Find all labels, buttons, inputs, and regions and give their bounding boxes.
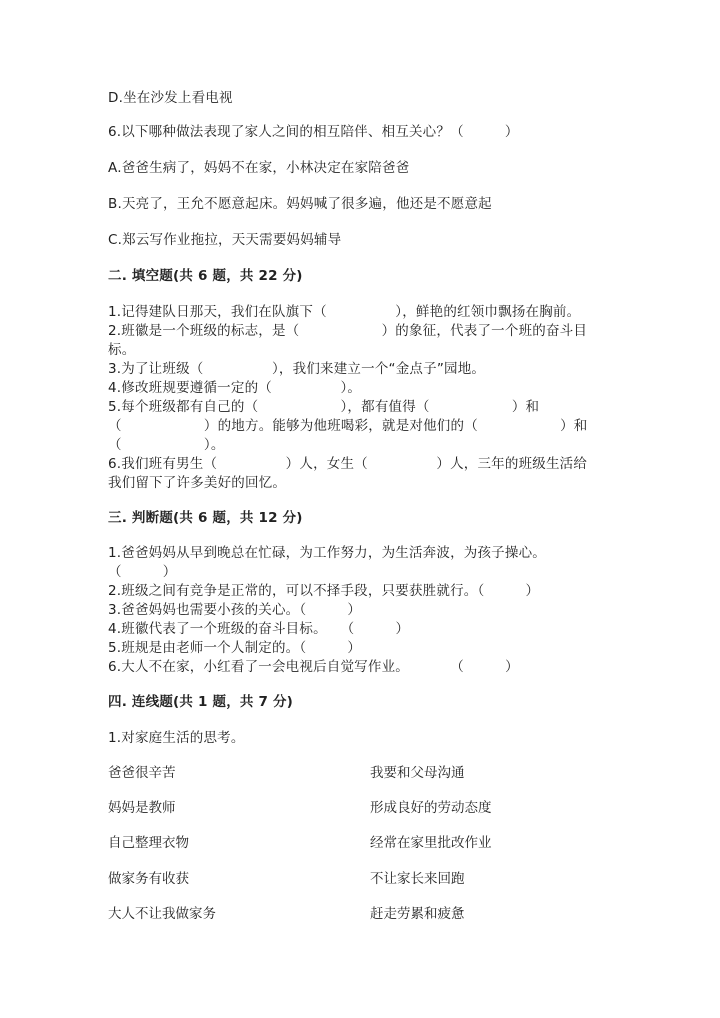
fill-line: 标。: [108, 342, 136, 358]
match-left-item: 大人不让我做家务: [108, 906, 216, 922]
judge-line: （ ）: [108, 564, 177, 580]
match-right-item: 形成良好的劳动态度: [370, 800, 492, 816]
section2-title: 二. 填空题(共 6 题，共 22 分): [108, 268, 303, 284]
q6-question: 6.以下哪种做法表现了家人之间的相互陪伴、相互关心？（ ）: [108, 124, 519, 140]
match-right-item: 赶走劳累和疲惫: [370, 906, 465, 922]
match-question: 1.对家庭生活的思考。: [108, 730, 245, 746]
q6-option-b: B.天亮了，王允不愿意起床。妈妈喊了很多遍，他还是不愿意起: [108, 196, 492, 212]
match-left-item: 自己整理衣物: [108, 835, 189, 851]
fill-line: （ ）的地方。能够为他班喝彩，就是对他们的（ ）和: [108, 418, 588, 434]
fill-line: 3.为了让班级（ ），我们来建立一个“金点子”园地。: [108, 361, 486, 377]
judge-line: 5.班规是由老师一个人制定的。（ ）: [108, 640, 362, 656]
judge-line: 1.爸爸妈妈从早到晚总在忙碌，为工作努力，为生活奔波，为孩子操心。: [108, 545, 546, 561]
match-left-item: 做家务有收获: [108, 871, 189, 887]
section3-title: 三. 判断题(共 6 题，共 12 分): [108, 510, 303, 526]
fill-line: （ ）。: [108, 437, 225, 453]
match-left-item: 爸爸很辛苦: [108, 765, 176, 781]
fill-line: 4.修改班规要遵循一定的（ ）。: [108, 380, 362, 396]
fill-line: 2.班徽是一个班级的标志，是（ ）的象征，代表了一个班的奋斗目: [108, 323, 588, 339]
judge-line: 2.班级之间有竞争是正常的，可以不择手段，只要获胜就行。（ ）: [108, 583, 540, 599]
match-right-item: 经常在家里批改作业: [370, 835, 492, 851]
fill-line: 5.每个班级都有自己的（ ），都有值得（ ）和: [108, 399, 540, 415]
q5-option-d: D.坐在沙发上看电视: [108, 90, 233, 106]
fill-line: 6.我们班有男生（ ）人，女生（ ）人，三年的班级生活给: [108, 456, 588, 472]
match-right-item: 我要和父母沟通: [370, 765, 465, 781]
judge-line: 3.爸爸妈妈也需要小孩的关心。（ ）: [108, 602, 362, 618]
section4-title: 四. 连线题(共 1 题，共 7 分): [108, 694, 294, 710]
match-left-item: 妈妈是教师: [108, 800, 176, 816]
fill-line: 我们留下了许多美好的回忆。: [108, 475, 287, 491]
fill-line: 1.记得建队日那天，我们在队旗下（ ），鲜艳的红领巾飘扬在胸前。: [108, 304, 581, 320]
q6-option-a: A.爸爸生病了，妈妈不在家，小林决定在家陪爸爸: [108, 160, 410, 176]
match-right-item: 不让家长来回跑: [370, 871, 465, 887]
judge-line: 6.大人不在家，小红看了一会电视后自觉写作业。 （ ）: [108, 659, 519, 675]
q6-option-c: C.郑云写作业拖拉，天天需要妈妈辅导: [108, 232, 342, 248]
judge-line: 4.班徽代表了一个班级的奋斗目标。 （ ）: [108, 621, 410, 637]
